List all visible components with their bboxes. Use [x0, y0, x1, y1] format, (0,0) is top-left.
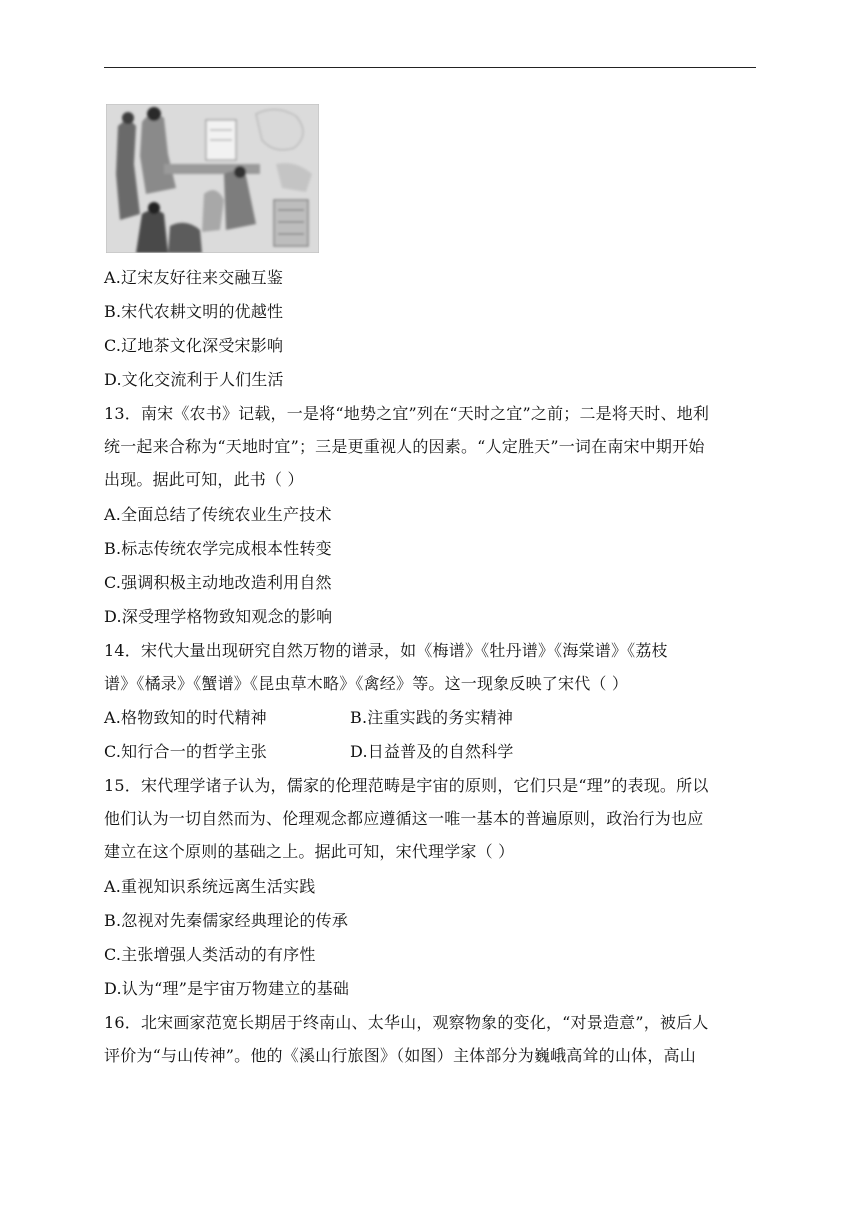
q13-option-b: B.标志传统农学完成根本性转变 — [104, 539, 332, 558]
q16-stem-line-1: 16．北宋画家范宽长期居于终南山、太华山，观察物象的变化，“对景造意”，被后人 — [104, 1013, 709, 1032]
q14-stem-line-1: 14．宋代大量出现研究自然万物的谱录，如《梅谱》《牡丹谱》《海棠谱》《荔枝 — [104, 641, 668, 660]
q12-option-d: D.文化交流利于人们生活 — [104, 370, 284, 389]
q13-stem-line-1: 13．南宋《农书》记载，一是将“地势之宜”列在“天时之宜”之前；二是将天时、地利 — [104, 404, 710, 423]
q14-option-c: C.知行合一的哲学主张 — [104, 742, 267, 761]
q15-stem-line-2: 他们认为一切自然而为、伦理观念都应遵循这一唯一基本的普遍原则，政治行为也应 — [104, 809, 704, 828]
q13-option-c: C.强调积极主动地改造利用自然 — [104, 573, 332, 592]
q12-option-b: B.宋代农耕文明的优越性 — [104, 302, 284, 321]
q15-stem-line-1: 15．宋代理学诸子认为，儒家的伦理范畴是宇宙的原则，它们只是“理”的表现。所以 — [104, 776, 709, 795]
q14-option-a: A.格物致知的时代精神 — [104, 708, 267, 727]
q14-stem-line-2: 谱》《橘录》《蟹谱》《昆虫草木略》《禽经》等。这一现象反映了宋代（ ） — [104, 674, 629, 693]
q13-option-d: D.深受理学格物致知观念的影响 — [104, 607, 333, 626]
header-rule — [104, 67, 756, 68]
q12-option-a: A.辽宋友好往来交融互鉴 — [104, 268, 284, 287]
q14-option-b: B.注重实践的务实精神 — [350, 708, 514, 727]
q12-option-c: C.辽地茶文化深受宋影响 — [104, 336, 284, 355]
q15-option-c: C.主张增强人类活动的有序性 — [104, 945, 316, 964]
q15-option-a: A.重视知识系统远离生活实践 — [104, 877, 316, 896]
q13-stem-line-3: 出现。据此可知，此书（ ） — [104, 470, 304, 489]
q16-stem-line-2: 评价为“与山传神”。他的《溪山行旅图》（如图）主体部分为巍峨高耸的山体，高山 — [104, 1046, 696, 1065]
q13-stem-line-2: 统一起来合称为“天地时宜”；三是更重视人的因素。“人定胜天”一词在南宋中期开始 — [104, 437, 705, 456]
q14-option-d: D.日益普及的自然科学 — [350, 742, 514, 761]
tea-scene-mural-image — [106, 104, 319, 253]
q15-stem-line-3: 建立在这个原则的基础之上。据此可知，宋代理学家（ ） — [104, 842, 515, 861]
q15-option-d: D.认为“理”是宇宙万物建立的基础 — [104, 979, 350, 998]
q13-option-a: A.全面总结了传统农业生产技术 — [104, 505, 332, 524]
q15-option-b: B.忽视对先秦儒家经典理论的传承 — [104, 911, 349, 930]
